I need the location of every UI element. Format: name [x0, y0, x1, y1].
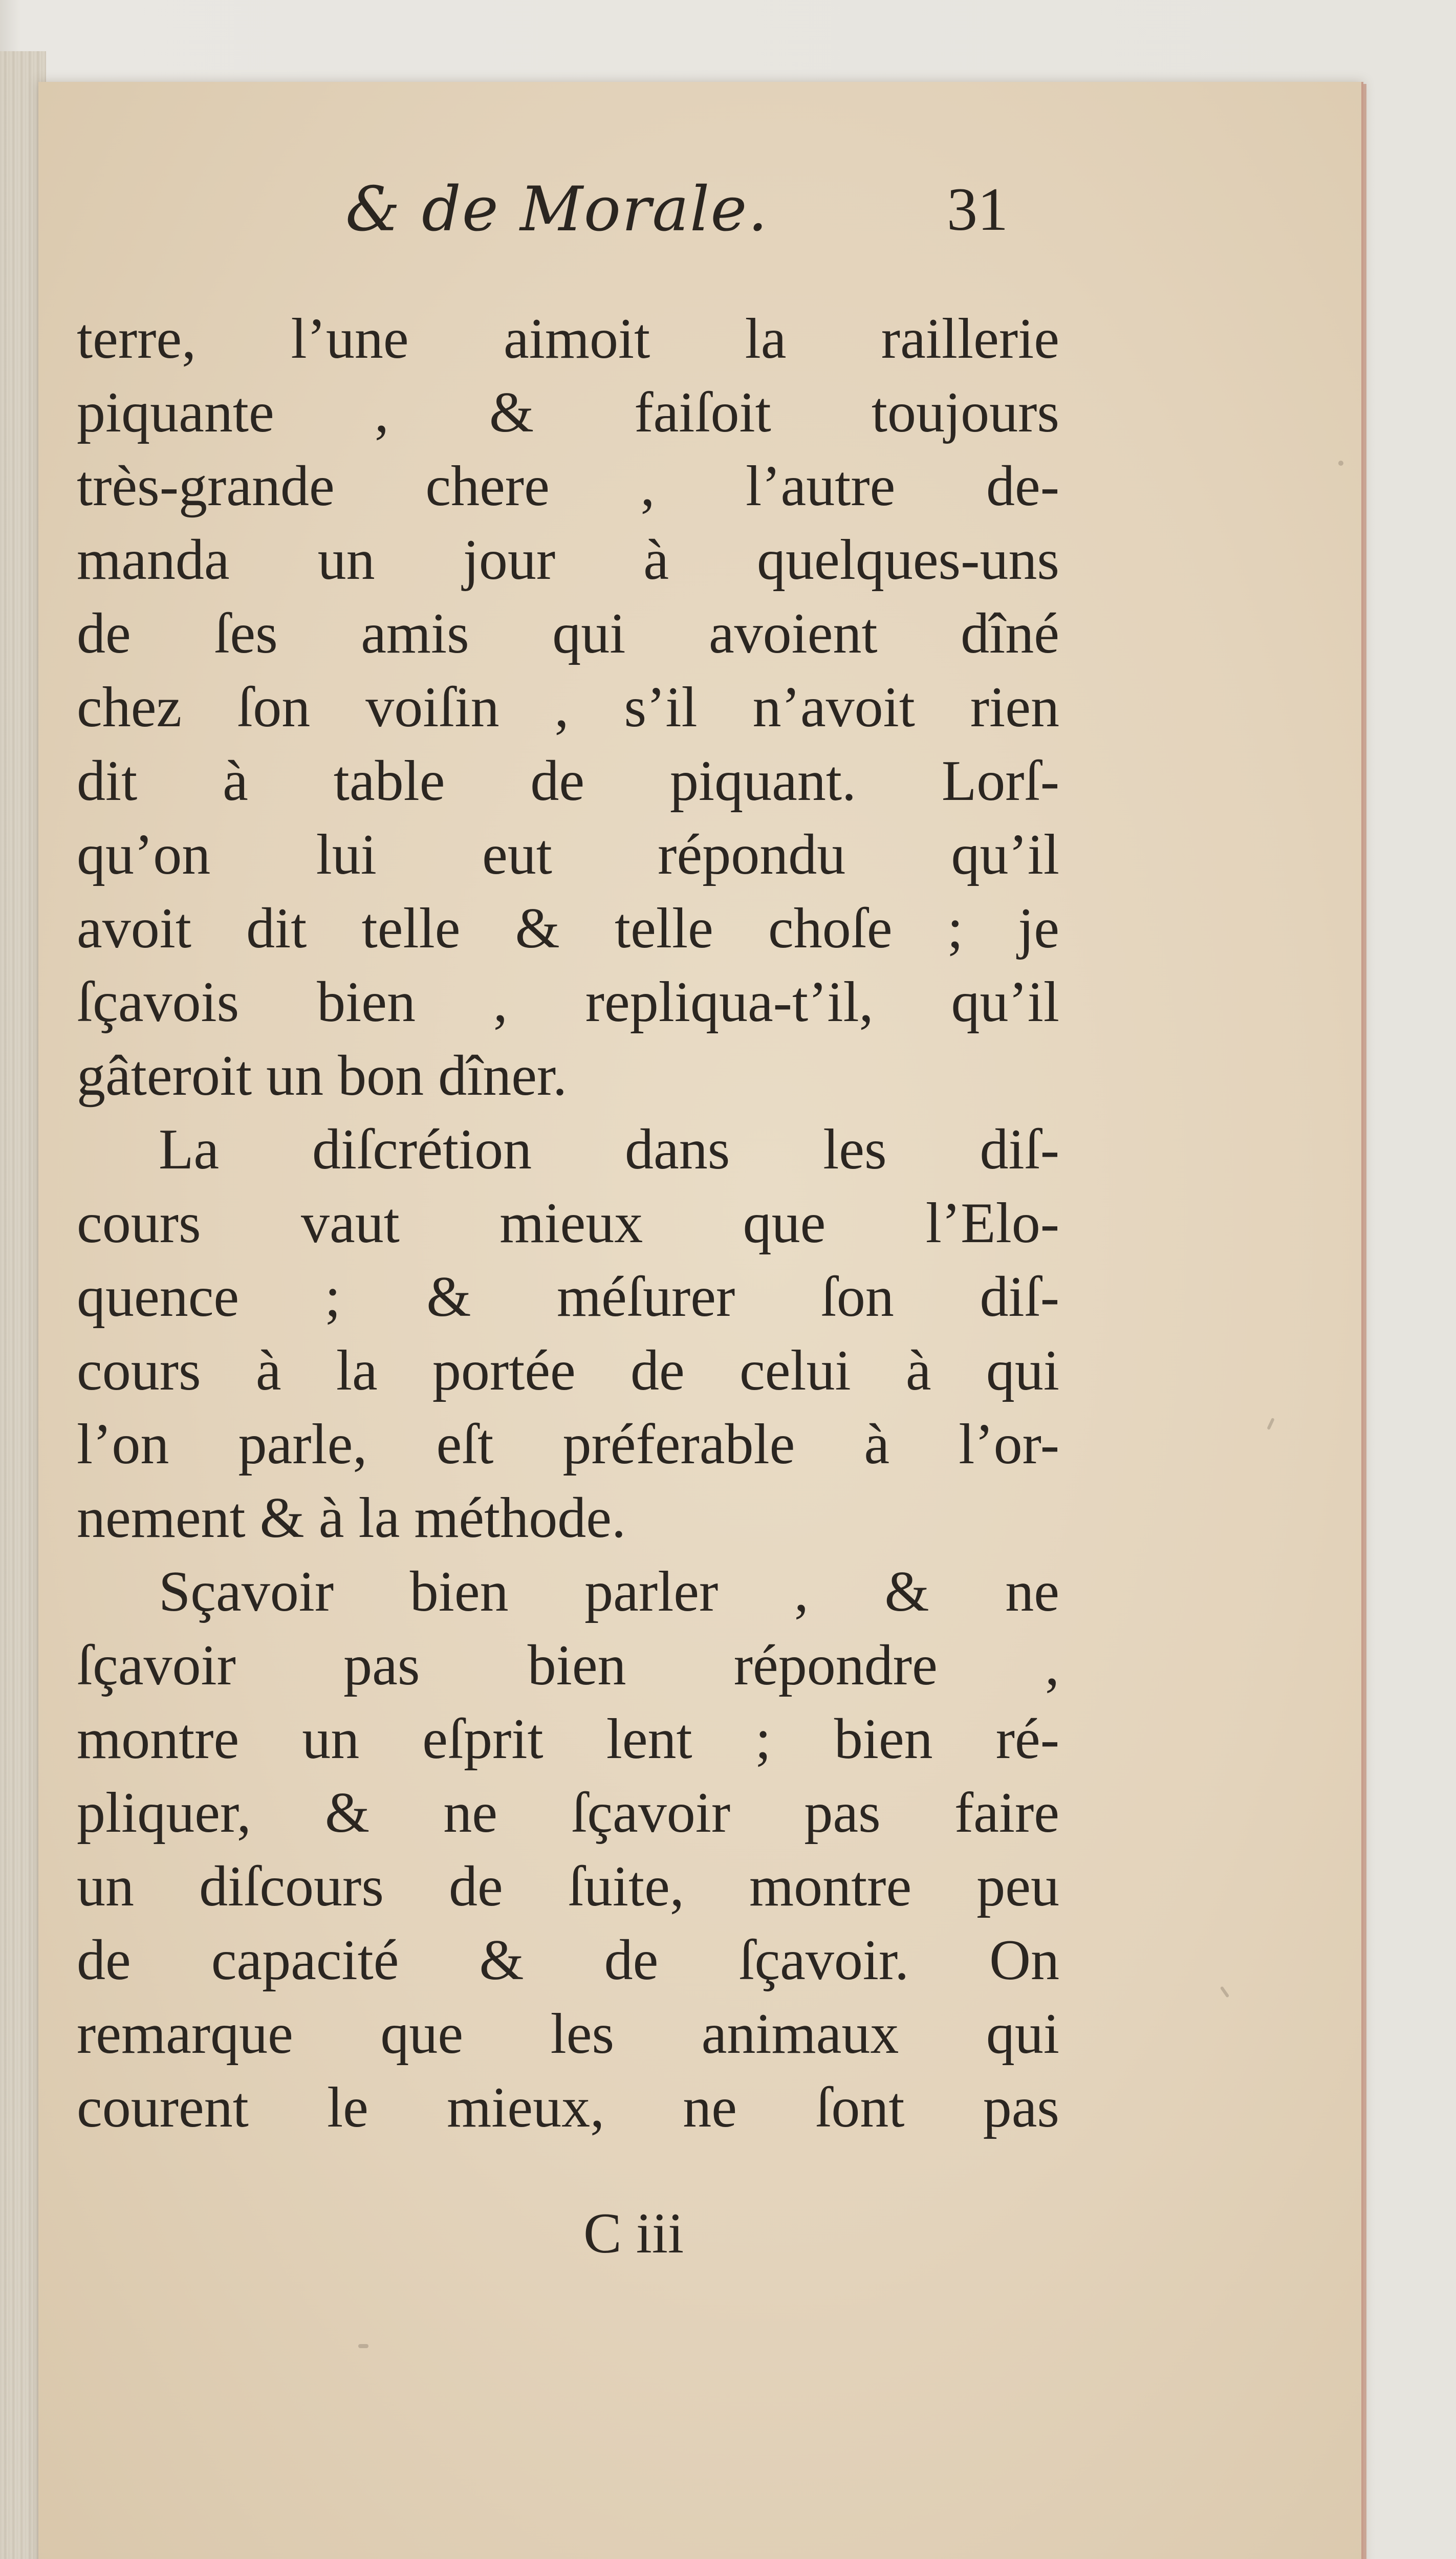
- text-line: qu’on lui eut répondu qu’il: [77, 823, 1059, 886]
- paper-speck: [1338, 461, 1343, 466]
- text-line: piquante , & faiſoit toujours: [77, 381, 1059, 444]
- text-line: Sçavoir bien parler , & ne: [159, 1560, 1059, 1623]
- text-line: chez ſon voiſin , s’il n’avoit rien: [77, 676, 1059, 739]
- text-line: terre, l’une aimoit la raillerie: [77, 307, 1059, 371]
- running-head: & de Morale.: [345, 174, 769, 245]
- text-line: très-grande chere , l’autre de-: [77, 454, 1059, 518]
- text-line: ſçavoir pas bien répondre ,: [77, 1634, 1059, 1697]
- text-line: cours à la portée de celui à qui: [77, 1339, 1059, 1402]
- text-line: La diſcrétion dans les diſ-: [159, 1118, 1059, 1181]
- text-line: manda un jour à quelques-uns: [77, 528, 1059, 592]
- text-line: l’on parle, eſt préferable à l’or-: [77, 1413, 1059, 1476]
- text-line: de capacité & de ſçavoir. On: [77, 1928, 1059, 1992]
- text-line: quence ; & méſurer ſon diſ-: [77, 1265, 1059, 1329]
- text-line: un diſcours de ſuite, montre peu: [77, 1855, 1059, 1918]
- text-line: remarque que les animaux qui: [77, 2002, 1059, 2066]
- text-line: pliquer, & ne ſçavoir pas faire: [77, 1781, 1059, 1845]
- text-line: avoit dit telle & telle choſe ; je: [77, 897, 1059, 960]
- text-line: ſçavois bien , repliqua-t’il, qu’il: [77, 970, 1059, 1034]
- text-line: courent le mieux, ne ſont pas: [77, 2076, 1059, 2139]
- page-header: [307, 174, 1075, 276]
- signature-mark: C iii: [583, 2202, 684, 2265]
- page-number: 31: [947, 175, 1008, 243]
- text-line: dit à table de piquant. Lorſ-: [77, 749, 1059, 813]
- text-line: montre un eſprit lent ; bien ré-: [77, 1707, 1059, 1771]
- paper-speck: [358, 2344, 368, 2348]
- text-line: de ſes amis qui avoient dîné: [77, 602, 1059, 665]
- body-text: [77, 302, 1059, 2144]
- text-line: gâteroit un bon dîner.: [77, 1044, 568, 1108]
- text-line: cours vaut mieux que l’Elo-: [77, 1191, 1059, 1255]
- text-line: nement & à la méthode.: [77, 1486, 626, 1550]
